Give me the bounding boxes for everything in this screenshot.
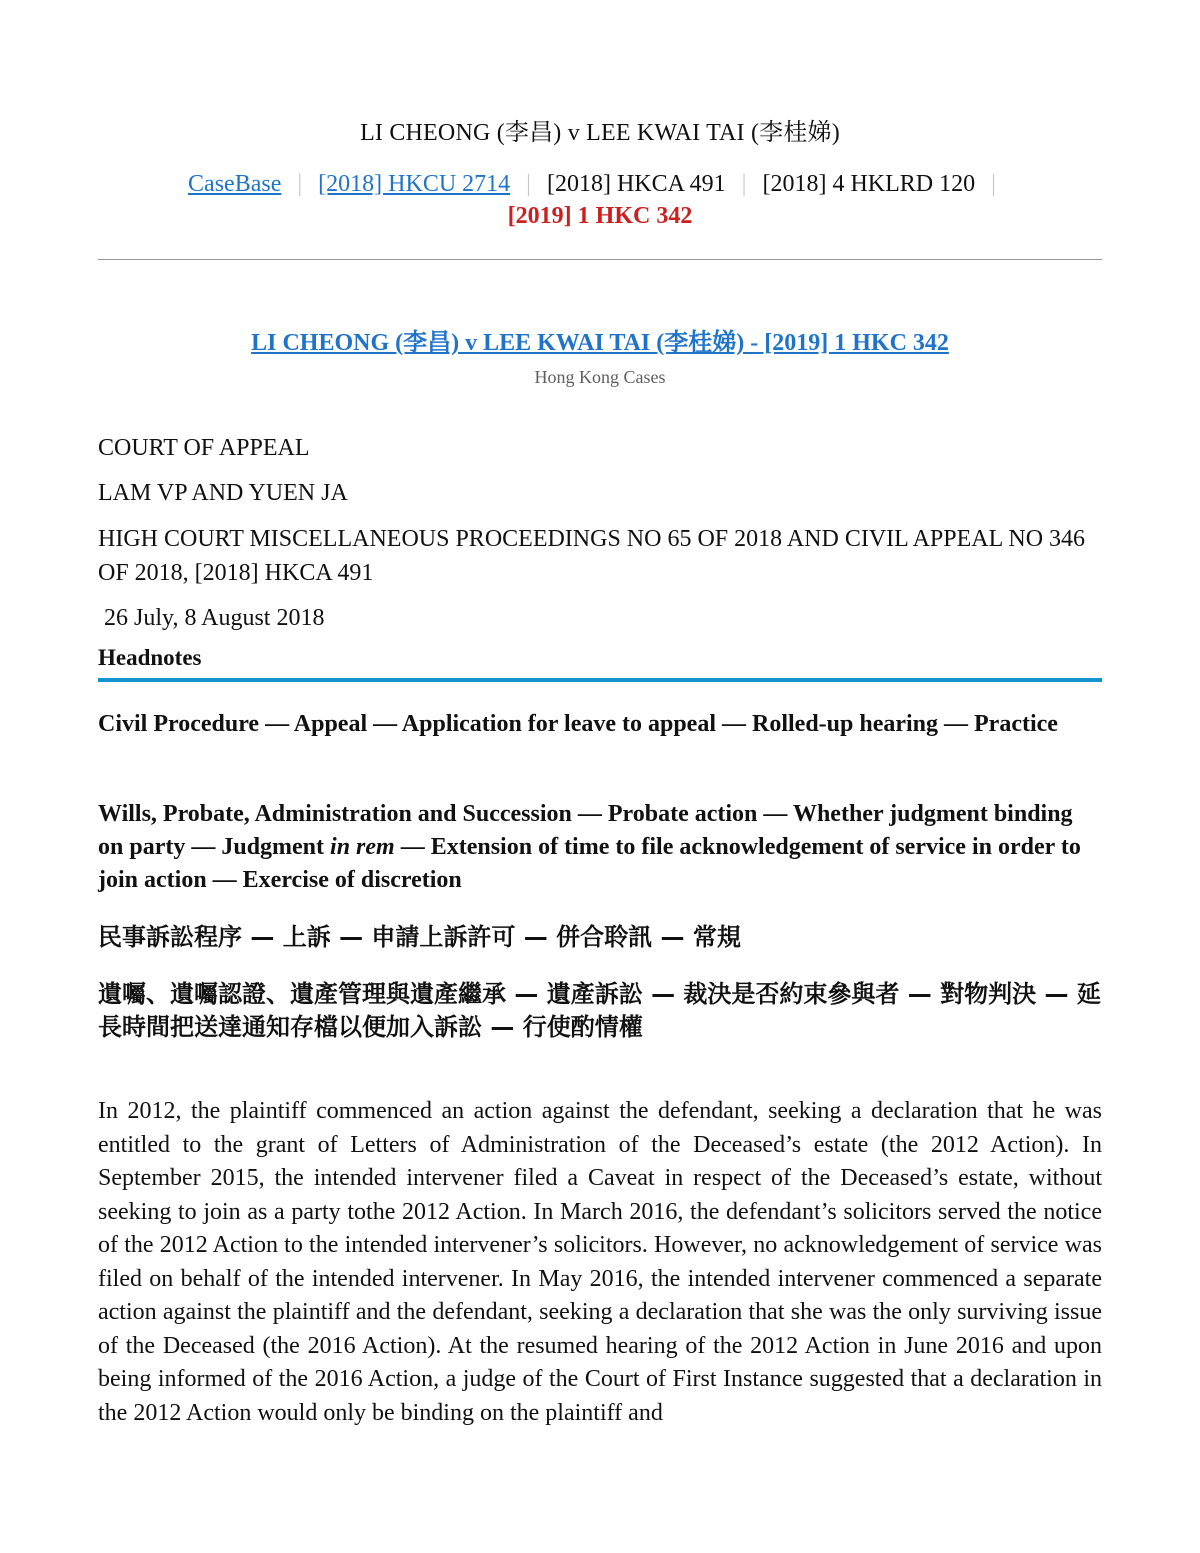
hearing-dates: 26 July, 8 August 2018	[104, 605, 325, 631]
hkcu-citation-link[interactable]: [2018] HKCU 2714	[318, 171, 511, 197]
citation-separator: |	[741, 171, 747, 197]
chinese-wills-catchwords: 遺囑、遺囑認證、遺產管理與遺產繼承 — 遺產訴訟 — 裁決是否約束參與者 — 對物判決 — 延長時間把送達通知存檔以便加入訴訟 — 行使酌情權	[98, 980, 1101, 1041]
wills-catchwords-before-italic: Wills, Probate, Administration and Succession — Probate action — Whether judgment binding on party — Judgment	[98, 801, 1073, 860]
court-name: COURT OF APPEAL	[98, 435, 310, 461]
judges-line: LAM VP AND YUEN JA	[98, 480, 348, 506]
hklrd-citation: [2018] 4 HKLRD 120	[762, 171, 976, 197]
headnote-summary: In 2012, the plaintiff commenced an action against the defendant, seeking a declaration that he was entitled to the grant of Letters of Administration of the Deceased’s estate (the 2012 Action). In September 2015, the intended intervener filed a Caveat in respect of the Deceased’s estate, without seeking to join as a party tothe 2012 Action. In March 2016, the defendant’s solicitors served the notice of the 2012 Action to the intended intervener’s solicitors. However, no acknowledgement of service was filed on behalf of the intended intervener. In May 2016, the intended intervener commenced a separate action against the plaintiff and the defendant, seeking a declaration that she was the only surviving issue of the Deceased (the 2016 Action). At the resumed hearing of the 2012 Action in June 2016 and upon being informed of the 2016 Action, a judge of the Court of First Instance suggested that a declaration in the 2012 Action would only be binding on the plaintiff and	[98, 1098, 1102, 1426]
in-rem-term: in rem	[330, 834, 395, 860]
wills-catchwords-after-italic: — Extension of time to file acknowledgement of service in order to join action — Exercise of discretion	[98, 834, 1081, 893]
current-hkc-citation: [2019] 1 HKC 342	[507, 203, 693, 229]
case-title-link[interactable]: LI CHEONG (李昌) v LEE KWAI TAI (李桂娣) - [2019] 1 HKC 342	[251, 330, 949, 356]
civil-procedure-catchwords: Civil Procedure — Appeal — Application for leave to appeal — Rolled-up hearing — Practice	[98, 711, 1058, 737]
citation-separator: |	[526, 171, 531, 197]
case-title-container	[98, 322, 1102, 357]
headnotes-rule	[98, 678, 1102, 682]
reporter-name: Hong Kong Cases	[534, 367, 666, 387]
citation-separator: |	[297, 171, 303, 197]
section-divider	[98, 259, 1102, 260]
hkca-citation: [2018] HKCA 491	[546, 171, 726, 197]
casebase-link[interactable]: CaseBase	[188, 171, 282, 197]
document-title: LI CHEONG (李昌) v LEE KWAI TAI (李桂娣)	[360, 120, 840, 146]
chinese-civil-procedure-catchwords: 民事訴訟程序 — 上訴 — 申請上訴許可 — 併合聆訊 — 常規	[98, 923, 741, 951]
citation-links	[98, 168, 1102, 232]
citation-separator: |	[991, 171, 996, 197]
headnotes-heading: Headnotes	[98, 645, 202, 670]
wills-probate-catchwords	[98, 798, 1102, 897]
proceedings-line: HIGH COURT MISCELLANEOUS PROCEEDINGS NO 65 OF 2018 AND CIVIL APPEAL NO 346 OF 2018, [2018] HKCA 491	[98, 526, 1086, 586]
